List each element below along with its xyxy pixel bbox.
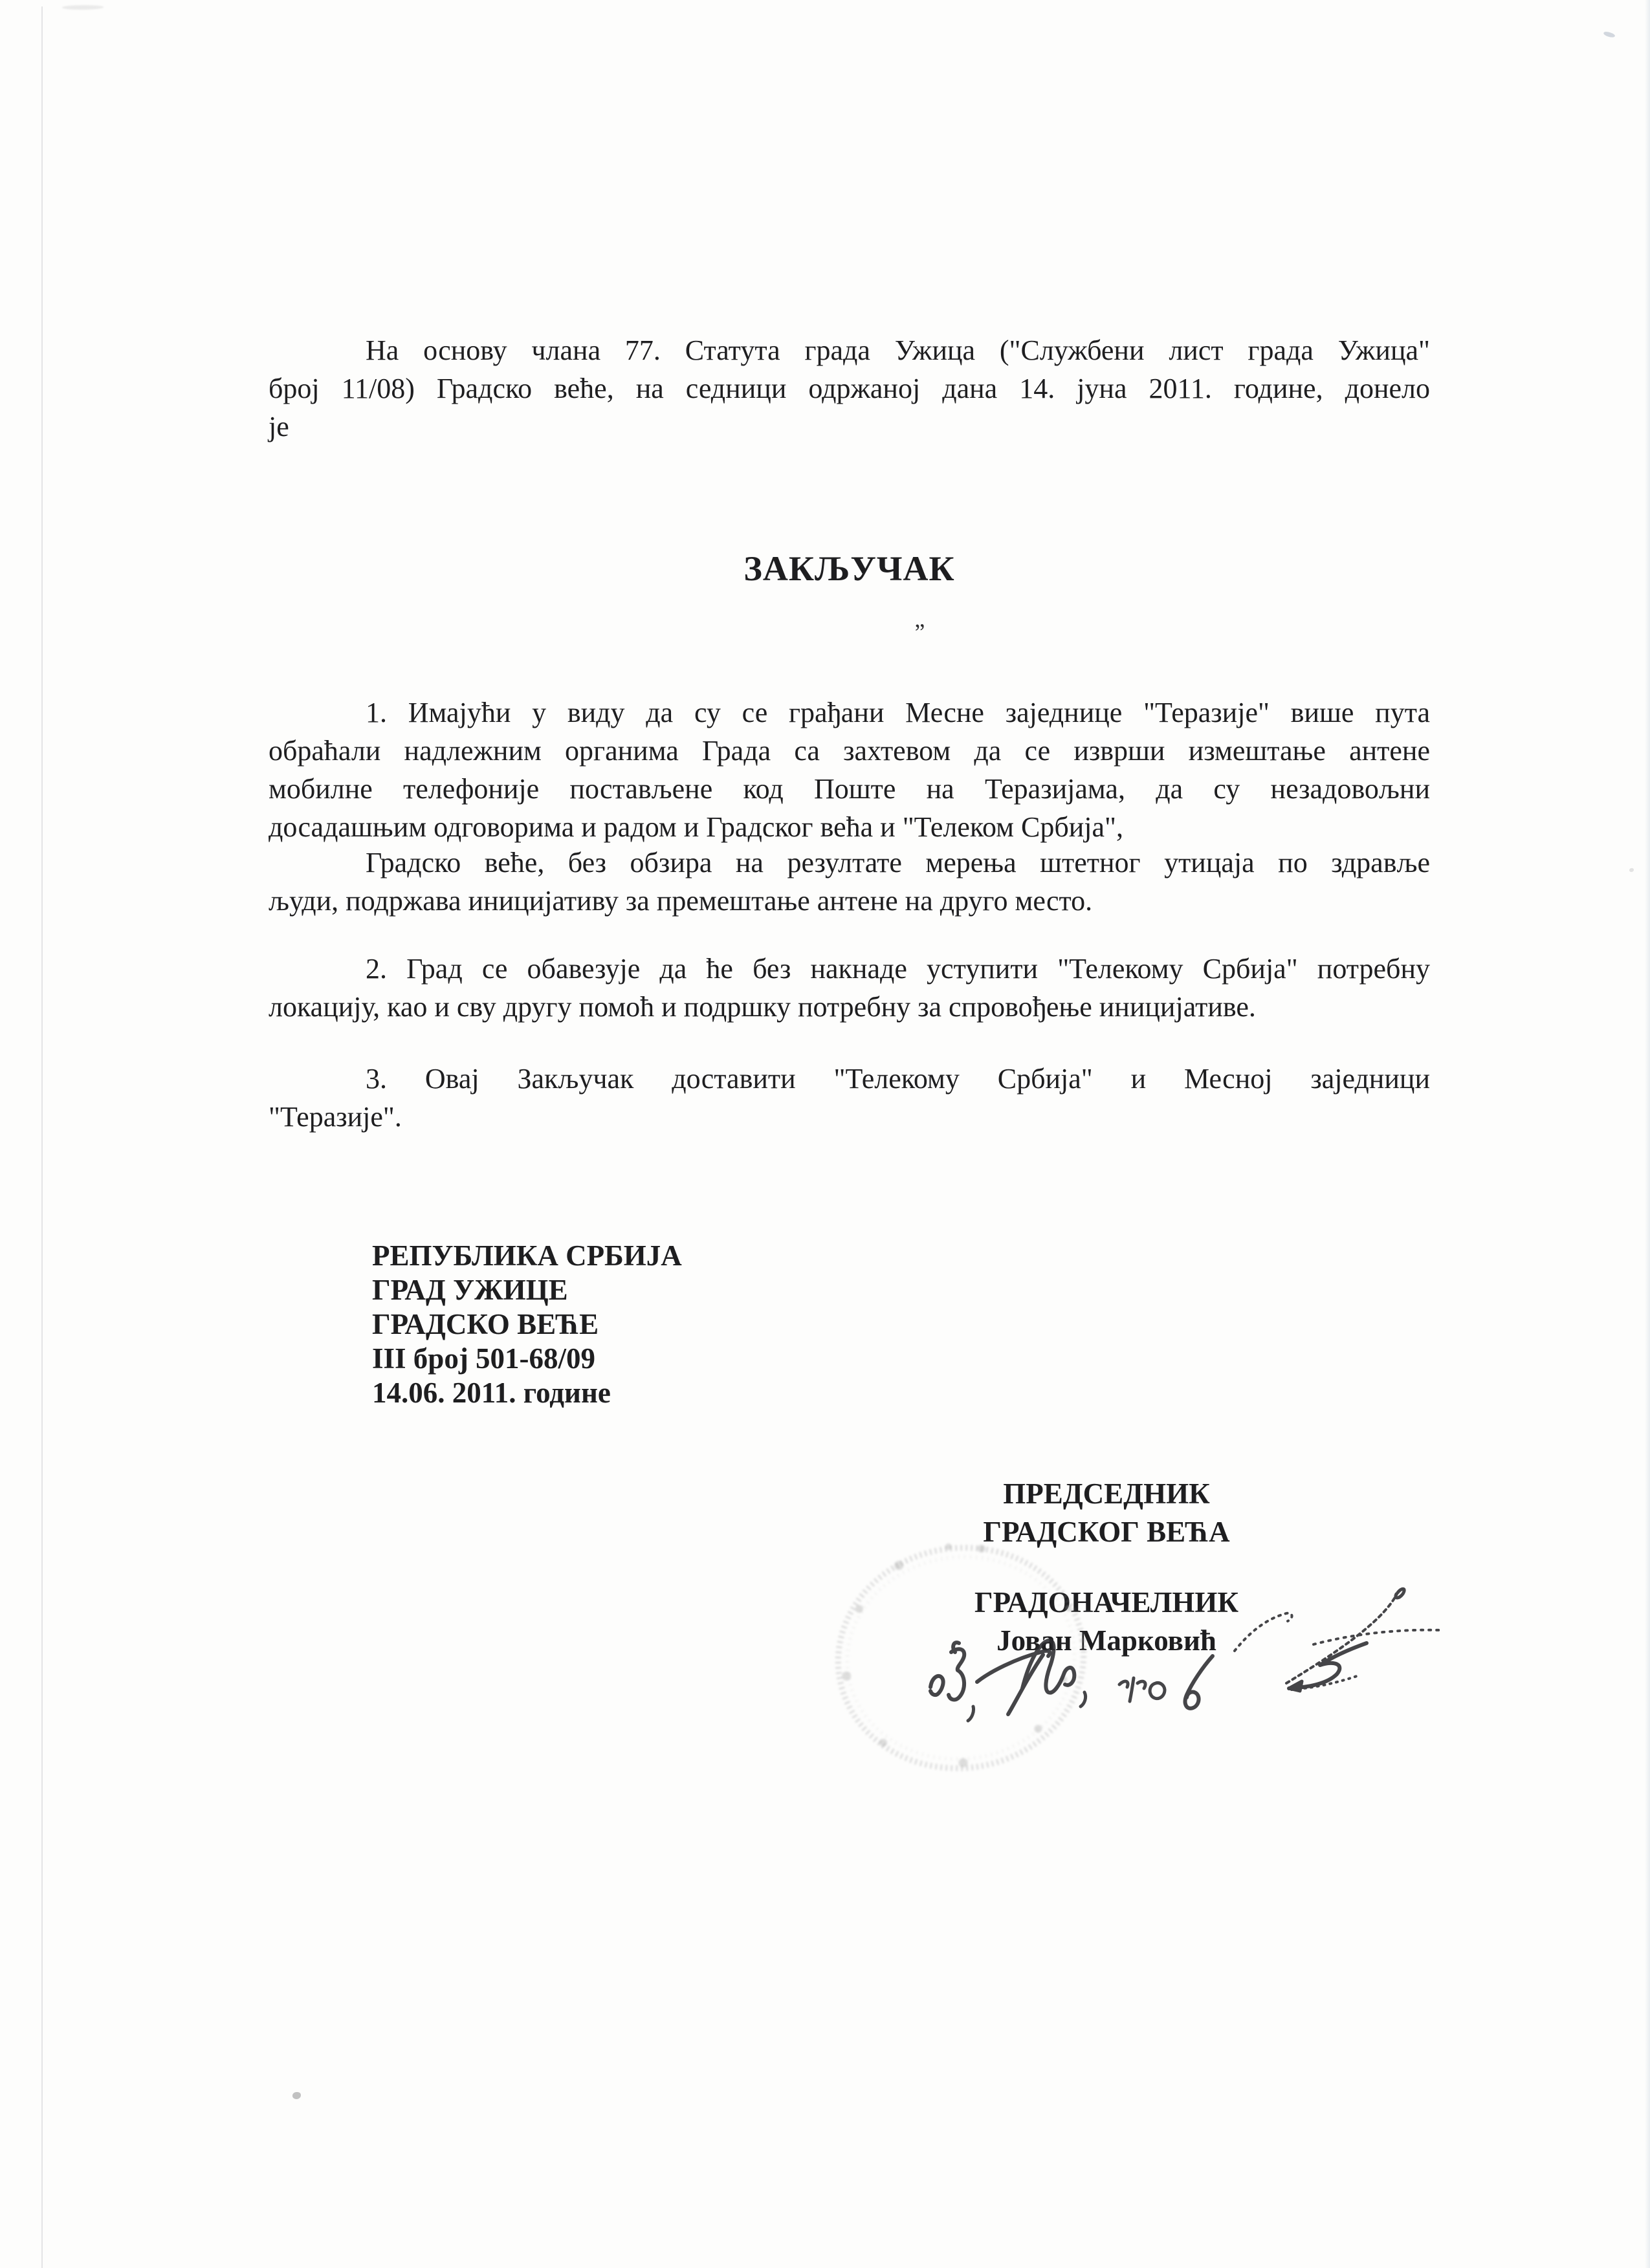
issuer-line-number: III број 501-68/09: [372, 1342, 596, 1375]
scan-edge-line: [41, 6, 43, 2268]
text-line: обраћали надлежним органима Града са захтевом да се изврши измештање антене: [269, 735, 1430, 767]
mayor-name: Јован Марковић: [996, 1624, 1216, 1657]
paragraph-2: [269, 844, 1430, 920]
text-line: Градско веће, без обзира на резултате мерења штетног утицаја по здравље: [366, 847, 1430, 878]
text-line: 2. Град се обавезује да ће без накнаде уступити "Телекому Србија" потребну: [366, 953, 1430, 985]
scan-speck: [62, 5, 104, 10]
scan-edge-shadow: [1645, 0, 1650, 2268]
text-line: људи, подржава иницијативу за премештање антене на друго место.: [269, 885, 1093, 917]
issuer-block: [372, 1239, 682, 1410]
handwritten-signature: [930, 1589, 1440, 1721]
text-line: локацију, као и сву другу помоћ и подршку потребну за спровођење иницијативе.: [269, 991, 1256, 1023]
scan-speck: [292, 2092, 301, 2099]
president-title-line: ГРАДСКОГ ВЕЋА: [983, 1516, 1230, 1548]
text-line: је: [269, 411, 289, 442]
issuer-line-country: РЕПУБЛИКА СРБИЈА: [372, 1239, 682, 1272]
scan-speck: [1603, 30, 1615, 38]
text-line: број 11/08) Градско веће, на седници одржаној дана 14. јуна 2011. године, донело: [269, 373, 1430, 404]
issuer-line-council: ГРАДСКО ВЕЋЕ: [372, 1308, 599, 1340]
issuer-line-date: 14.06. 2011. године: [372, 1377, 611, 1409]
text-line: На основу члана 77. Статута града Ужица ("Службени лист града Ужица": [366, 334, 1430, 366]
scan-speck: [1629, 868, 1634, 872]
text-line: досадашњим одговорима и радом и Градског већа и "Телеком Србија",: [269, 811, 1124, 843]
document-title: ЗАКЉУЧАК: [743, 549, 955, 588]
text-line: 3. Овај Закључак доставити "Телекому Србија" и Месној заједници: [366, 1063, 1430, 1095]
stray-ink-mark: ”: [914, 618, 928, 646]
round-stamp: [823, 1527, 1098, 1783]
text-line: 1. Имајући у виду да су се грађани Месне заједнице "Теразије" више пута: [366, 697, 1430, 728]
text-line: "Теразије".: [269, 1101, 402, 1133]
intro-paragraph: [269, 331, 1430, 446]
paragraph-3: [269, 950, 1430, 1026]
mayor-title: ГРАДОНАЧЕЛНИК: [974, 1586, 1239, 1619]
issuer-line-city: ГРАД УЖИЦЕ: [372, 1274, 568, 1306]
president-title-line: ПРЕДСЕДНИК: [1003, 1477, 1210, 1510]
paragraph-4: [269, 1060, 1430, 1136]
text-line: мобилне телефоније постављене код Поште на Теразијама, да су незадовољни: [269, 773, 1430, 805]
paragraph-1: [269, 693, 1430, 846]
stamp-and-signature-art: [802, 1520, 1546, 1798]
